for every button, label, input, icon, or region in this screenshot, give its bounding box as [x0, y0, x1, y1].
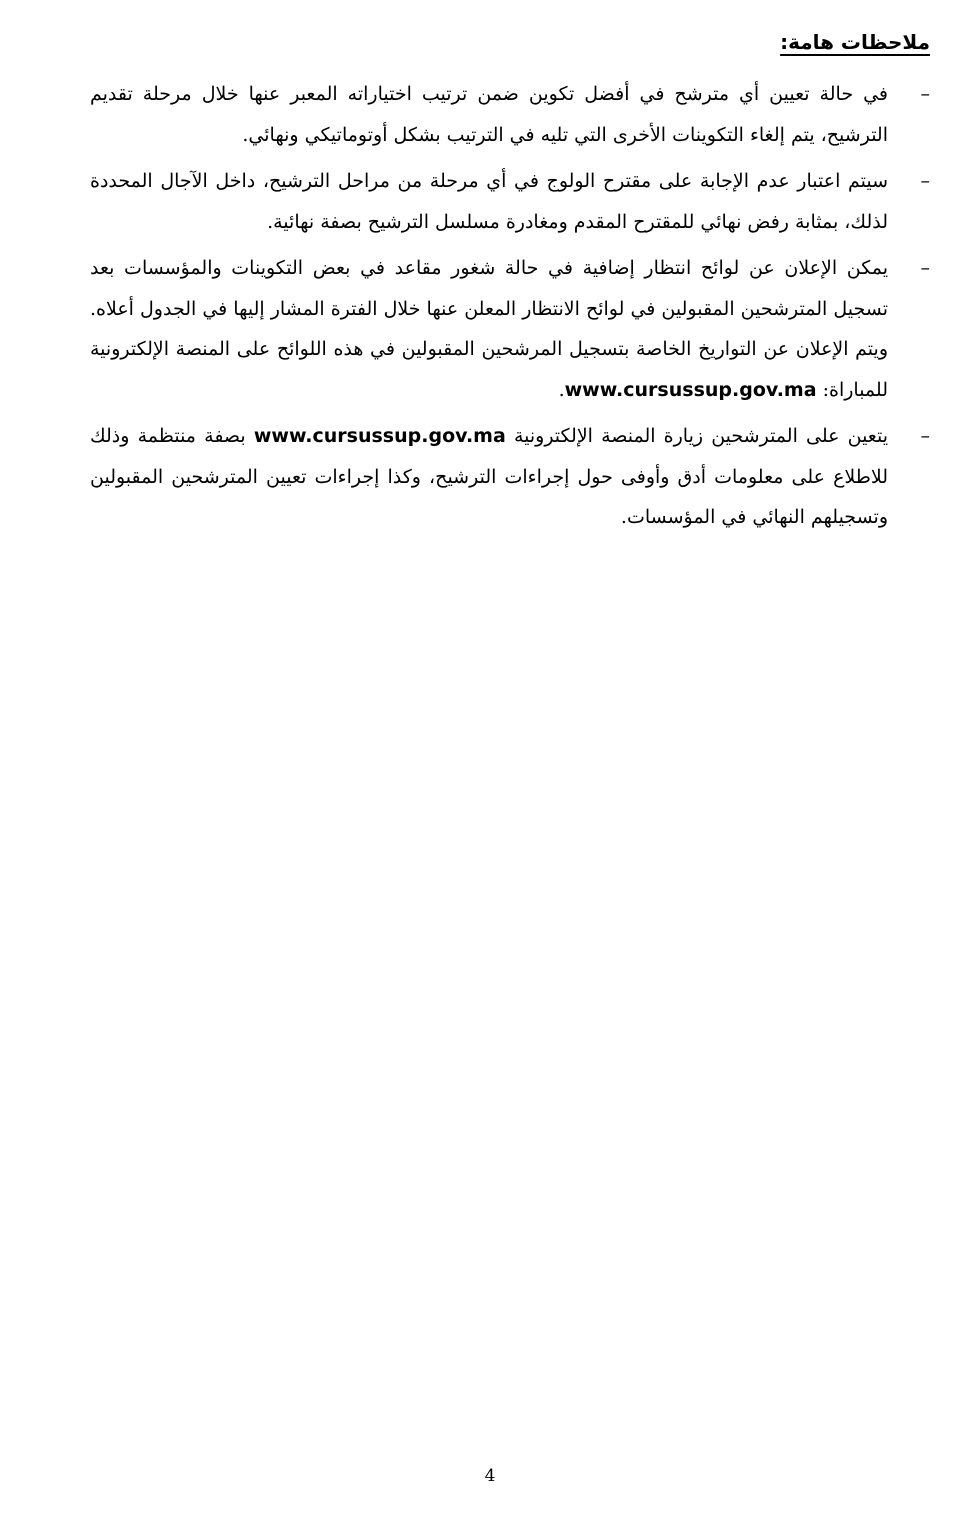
note-item-3 — [90, 248, 930, 410]
note-text: في حالة تعيين أي مترشح في أفضل تكوين ضمن ترتيب اختياراته المعبر عنها خلال مرحلة تقديم الترشيح، يتم إلغاء التكوينات الأخرى التي تليه في الترتيب بشكل أوتوماتيكي ونهائي. — [90, 83, 888, 146]
note-text-end: . — [558, 378, 565, 401]
notes-list — [90, 74, 930, 544]
note-item-2 — [90, 161, 930, 242]
dash-marker: – — [920, 83, 930, 105]
platform-url-link[interactable]: www.cursussup.gov.ma — [253, 425, 506, 447]
dash-marker: – — [920, 170, 930, 192]
page-number: 4 — [484, 1466, 496, 1486]
notes-heading: ملاحظات هامة: — [780, 30, 930, 54]
note-text-end: بصفة منتظمة وذلك للاطلاع على معلومات أدق وأوفى حول إجراءات الترشيح، وكذا إجراءات تعيين المترشحين المقبولين وتسجيلهم النهائي في المؤسسات. — [90, 425, 888, 528]
dash-marker: – — [920, 257, 930, 279]
dash-marker: – — [920, 425, 930, 447]
platform-url-link[interactable]: www.cursussup.gov.ma — [564, 378, 817, 401]
note-text: يمكن الإعلان عن لوائح انتظار إضافية في حالة شغور مقاعد في بعض التكوينات والمؤسسات بعد تسجيل المترشحين المقبولين في لوائح الانتظار المعلن عنها خلال الفترة المشار إليها في الجدول أعلاه. ويتم الإعلان عن التواريخ الخاصة بتسجيل المرشحين المقبولين في هذه اللوائح على المنصة الإلكترونية للمباراة: — [90, 257, 888, 401]
note-item-1 — [90, 74, 930, 155]
note-text: يتعين على المترشحين زيارة المنصة الإلكترونية — [505, 425, 888, 447]
note-text: سيتم اعتبار عدم الإجابة على مقترح الولوج في أي مرحلة من مراحل الترشيح، داخل الآجال المحددة لذلك، بمثابة رفض نهائي للمقترح المقدم ومغادرة مسلسل الترشيح بصفة نهائية. — [90, 170, 888, 233]
note-item-4 — [90, 416, 930, 538]
